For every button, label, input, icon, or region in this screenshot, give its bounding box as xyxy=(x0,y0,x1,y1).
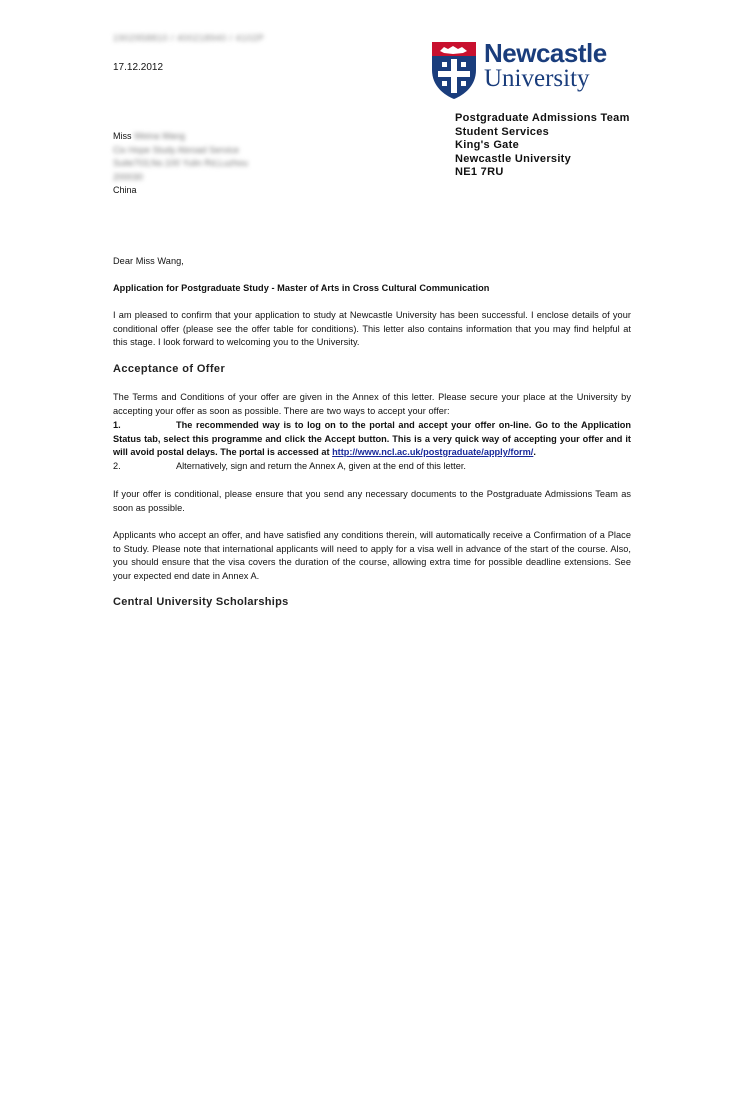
letter-subject: Application for Postgraduate Study - Master of Arts in Cross Cultural Communication xyxy=(113,283,490,293)
recipient-name-line xyxy=(113,130,248,144)
list-item xyxy=(113,419,631,460)
list-item xyxy=(113,460,631,474)
logo-wordmark-university: University xyxy=(484,65,590,92)
list-number: 2. xyxy=(113,461,121,471)
recipient-postcode-redacted: 200030 xyxy=(113,171,144,182)
heading-central-university-scholarships: Central University Scholarships xyxy=(113,596,289,608)
recipient-title: Miss xyxy=(113,131,132,141)
heading-acceptance-of-offer: Acceptance of Offer xyxy=(113,363,226,375)
salutation: Dear Miss Wang, xyxy=(113,256,184,266)
confirmation-paragraph: Applicants who accept an offer, and have satisfied any conditions therein, will automatically receive a Confirmation of a Place to Study. Please note that international applicants will need to apply for a visa well in advance of the start of the course. Also, you should ensure that the visa covers the duration of the course, allowing extra time for possible deadline extensions. See your expected end date in Annex A. xyxy=(113,530,631,581)
acceptance-paragraph: The Terms and Conditions of your offer are given in the Annex of this letter. Please secure your place at the University by accepting your offer as soon as possible. There are two ways to accept your offer: xyxy=(113,392,631,416)
letter-date: 17.12.2012 xyxy=(113,62,164,73)
list-number: 1. xyxy=(113,420,121,430)
return-address-line: Postgraduate Admissions Team xyxy=(455,112,630,124)
recipient-country: China xyxy=(113,185,137,195)
logo-wordmark-newcastle: Newcastle xyxy=(484,38,607,68)
return-address-line: Student Services xyxy=(455,125,550,138)
reference-number-redacted: 1902958810 / 400218940 / 4102P xyxy=(113,33,265,43)
recipient-address xyxy=(113,130,248,198)
intro-paragraph: I am pleased to confirm that your application to study at Newcastle University has been successful. I enclose details of your conditional offer (please see the offer table for conditions). This letter also contains information that you may find helpful at this stage. I look forward to welcoming you to the University. xyxy=(113,310,631,347)
list-item-text: The recommended way is to log on to the portal and accept your offer on-line. Go to the Application Status tab, select this programme and click the Accept button. This is a very quick way of accepting your offer and it will avoid postal delays. The portal is accessed at xyxy=(113,420,631,457)
return-address-line: Newcastle University xyxy=(455,152,572,165)
return-address xyxy=(455,112,630,180)
recipient-address-line-redacted: Suite703,No.100 Yulin Rd,Luzhou xyxy=(113,158,248,168)
university-shield-icon xyxy=(430,40,478,100)
portal-link[interactable]: http://www.ncl.ac.uk/postgraduate/apply/form/ xyxy=(332,447,534,457)
university-logo xyxy=(430,38,620,102)
list-item-end: . xyxy=(533,447,536,457)
recipient-name-redacted: Weina Wang xyxy=(134,131,186,141)
return-address-line: King's Gate xyxy=(455,139,519,151)
recipient-address-line-redacted: Cix Hope Study Abroad Service xyxy=(113,144,240,155)
list-item-text: Alternatively, sign and return the Annex A, given at the end of this letter. xyxy=(176,461,466,471)
return-address-line: NE1 7RU xyxy=(455,166,504,178)
conditional-offer-paragraph: If your offer is conditional, please ensure that you send any necessary documents to the Postgraduate Admissions Team as soon as possible. xyxy=(113,489,631,513)
